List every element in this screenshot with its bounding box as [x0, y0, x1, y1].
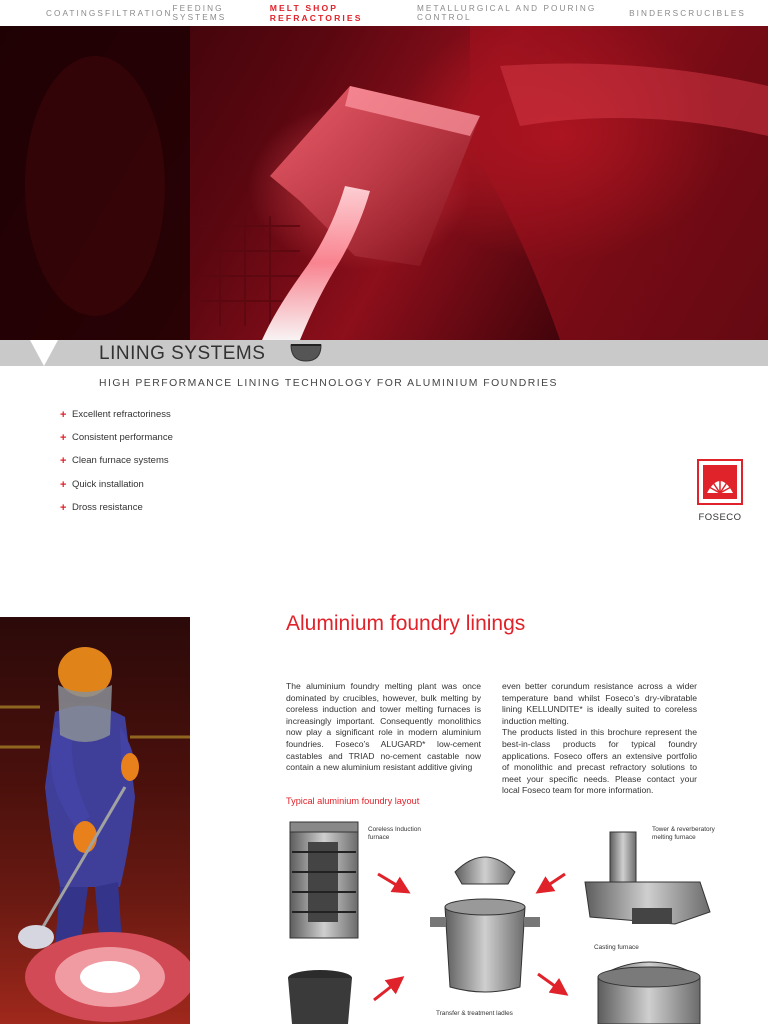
body-text-col2 — [502, 681, 697, 797]
nav-item-feeding-systems[interactable]: FEEDING SYSTEMS — [172, 4, 227, 22]
list-item: + Quick installation — [60, 478, 144, 491]
plus-icon: + — [60, 501, 67, 514]
coreless-induction-furnace-icon — [290, 822, 358, 938]
tower-furnace-label: Tower & reverberatory melting furnace — [652, 826, 715, 841]
arrow-icon — [378, 874, 408, 892]
arrow-icon — [538, 874, 565, 892]
page-subtitle: HIGH PERFORMANCE LINING TECHNOLOGY FOR ALUMINIUM FOUNDRIES — [99, 378, 558, 389]
body-paragraph-col1: The aluminium foundry melting plant was once dominated by crucibles, however, bulk melting by coreless induction and tower melting furnaces is increasingly important. Consequently monolithics now play a significant role in modern aluminium foundries. Foseco’s ALUGARD* low-cement castables and TRIAD no-cement castable now contain a new aluminium resistant additive giving — [286, 681, 481, 773]
arrow-icon — [538, 974, 566, 994]
body-paragraph-col2a: even better corundum resistance across a wider temperature band whilst Foseco’s dry-vibratable lining KELLUNDITE* is ideally suited to coreless induction melting. — [502, 681, 697, 726]
title-bar-notch — [30, 340, 58, 366]
ladle-icon — [290, 343, 322, 363]
worker-illustration — [0, 617, 190, 1024]
section-title-bar — [0, 340, 768, 366]
logo-text: FOSECO — [698, 512, 742, 523]
list-item: + Excellent refractoriness — [60, 409, 171, 421]
list-item: + Dross resistance — [60, 501, 143, 514]
pouring-illustration — [0, 26, 768, 340]
nav-item-metallurgical-pouring-control[interactable]: METALLURGICAL AND POURING CONTROL — [416, 4, 597, 22]
plus-icon: + — [60, 432, 67, 445]
hero-pouring-photo — [0, 26, 768, 340]
foundry-layout-illustration — [280, 812, 768, 1024]
tower-furnace-icon — [585, 832, 710, 924]
section-heading: Aluminium foundry linings — [286, 612, 526, 635]
top-navigation — [0, 0, 768, 26]
nav-item-binders[interactable]: BINDERS — [629, 8, 681, 18]
feature-list — [60, 409, 173, 525]
transfer-ladle-icon — [430, 857, 540, 992]
foundry-worker-photo — [0, 617, 190, 1024]
coreless-furnace-label: Coreless Induction furnace — [368, 826, 421, 841]
layout-caption: Typical aluminium foundry layout — [286, 796, 420, 806]
nav-item-filtration[interactable]: FILTRATION — [104, 8, 173, 18]
ladles-label: Transfer & treatment ladles — [436, 1010, 513, 1017]
list-item: + Clean furnace systems — [60, 455, 169, 468]
nav-item-crucibles[interactable]: CRUCIBLES — [680, 8, 746, 18]
page-title: LINING SYSTEMS — [99, 343, 266, 364]
nav-item-melt-shop-refractories[interactable]: MELT SHOP REFRACTORIES — [269, 3, 363, 23]
list-item: + Consistent performance — [60, 432, 173, 445]
casting-furnace-icon — [598, 962, 700, 1024]
casting-furnace-label: Casting furnace — [594, 944, 639, 951]
body-paragraph-col2b: The products listed in this brochure represent the best-in-class products for typical foundry applications. Foseco offers an extensive portfolio of monolithic and precast refractory solutions to meet your specific needs. Please contact your local Foseco team for more information. — [502, 727, 697, 796]
plus-icon: + — [60, 409, 67, 421]
arrow-icon — [374, 978, 402, 1000]
foundry-layout-diagram — [280, 812, 768, 1024]
foseco-logo — [697, 459, 743, 523]
plus-icon: + — [60, 478, 67, 491]
foseco-emblem-icon — [697, 459, 743, 505]
nav-item-coatings[interactable]: COATINGS — [46, 8, 105, 18]
crucible-icon — [288, 970, 352, 1024]
plus-icon: + — [60, 455, 67, 468]
